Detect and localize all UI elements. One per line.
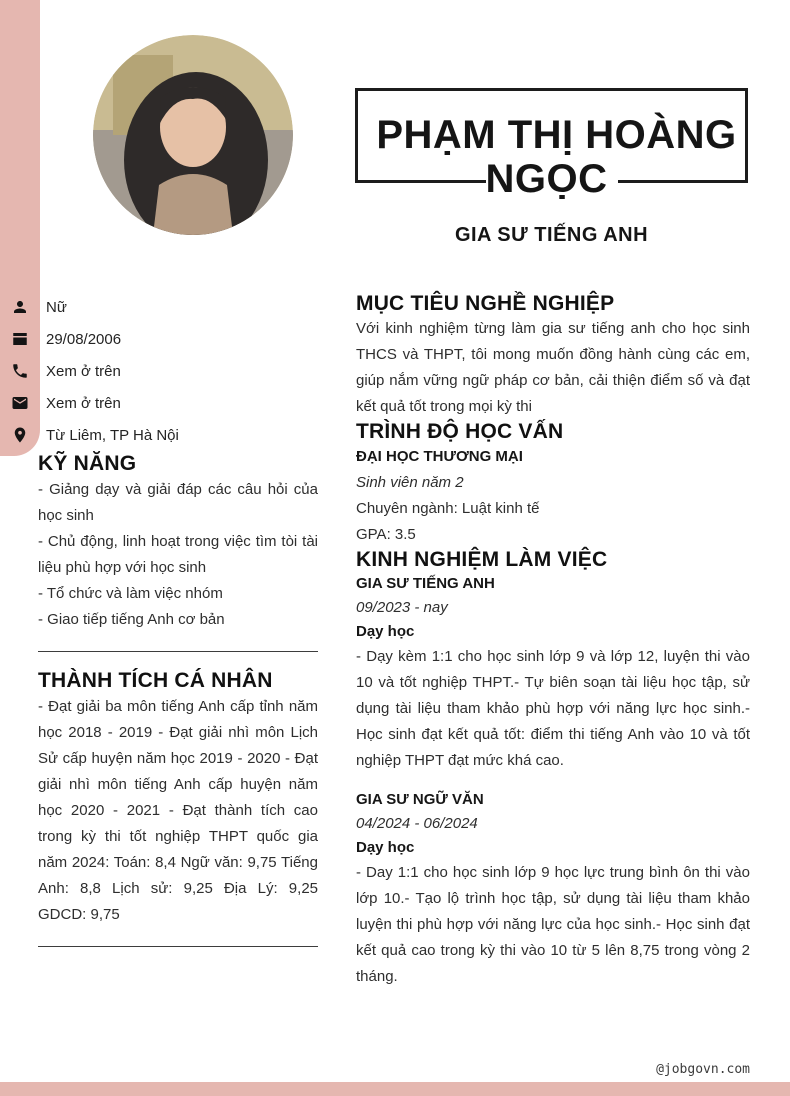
contact-row-gender — [38, 291, 318, 323]
watermark-credit: @jobgovn.com — [656, 1062, 750, 1077]
job-description: - Day 1:1 cho học sinh lớp 9 học lực trung bình ôn thi vào lớp 10.- Tạo lộ trình học tập, sử dụng tài liệu tham khảo luyện thi phù hợp với năng lực của học sinh.- Học sinh đạt kết quả cao trong kỳ thi vào 10 từ 5 lên 8,75 trong vòng 2 tháng. — [356, 864, 750, 985]
contact-list — [38, 291, 318, 451]
job-position: Dạy học — [356, 623, 415, 640]
section-divider — [38, 651, 318, 652]
email-icon — [11, 394, 29, 412]
person-icon — [11, 298, 29, 316]
skills-list — [38, 477, 318, 633]
experience-entry — [356, 788, 750, 990]
skill-item: - Giao tiếp tiếng Anh cơ bản — [38, 611, 225, 628]
experience-entry — [356, 572, 750, 774]
calendar-icon — [11, 330, 29, 348]
objective-section-title: MỤC TIÊU NGHỀ NGHIỆP — [356, 292, 615, 315]
education-gpa: GPA: 3.5 — [356, 526, 416, 543]
profile-photo-placeholder — [93, 35, 293, 235]
page-title: PHẠM THỊ HOÀNG NGỌC — [358, 91, 745, 201]
left-column — [38, 291, 318, 963]
education-entry — [356, 444, 750, 548]
objective-text: Với kinh nghiệm từng làm gia sư tiếng anh cho học sinh THCS và THPT, tôi mong muốn đồng hành cùng các em, giúp nắm vững ngữ pháp cơ bản, cải thiện điểm số và đạt kết quả tốt trong mọi kỳ thi — [356, 320, 750, 415]
education-school: ĐẠI HỌC THƯƠNG MẠI — [356, 448, 523, 465]
experience-section-title: KINH NGHIỆM LÀM VIỆC — [356, 548, 608, 571]
job-title: GIA SƯ TIẾNG ANH — [454, 224, 649, 246]
job-period: 04/2024 - 06/2024 — [356, 815, 478, 832]
job-role: GIA SƯ NGỮ VĂN — [356, 791, 484, 808]
job-description: - Dạy kèm 1:1 cho học sinh lớp 9 và lớp 12, luyện thi vào 10 và tốt nghiệp THPT.- Tự biên soạn tài liệu học tập, sử dụng tài liệu tham khảo phù hợp với năng lực học sinh.- Học sinh đạt kết quả tốt: điểm thi tiếng Anh vào 10 và tốt nghiệp THPT đạt mức khá cao. — [356, 648, 750, 769]
job-position: Dạy học — [356, 839, 415, 856]
left-accent-strip — [0, 0, 40, 456]
skill-item: - Giảng dạy và giải đáp các câu hỏi của học sinh — [38, 481, 318, 524]
contact-row-birthdate — [38, 323, 318, 355]
gender-value: Nữ — [46, 298, 67, 316]
phone-value: Xem ở trên — [46, 362, 121, 380]
skill-item: - Tổ chức và làm việc nhóm — [38, 585, 223, 602]
contact-row-email — [38, 387, 318, 419]
skills-section-title: KỸ NĂNG — [38, 452, 137, 475]
skill-item: - Chủ động, linh hoạt trong việc tìm tòi tài liệu phù hợp với học sinh — [38, 533, 318, 576]
job-period: 09/2023 - nay — [356, 599, 448, 616]
achievements-text: - Đạt giải ba môn tiếng Anh cấp tỉnh năm học 2018 - 2019 - Đạt giải nhì môn Lịch Sử cấp huyện năm học 2019 - 2020 - Đạt giải nhì môn tiếng Anh cấp huyện năm học 2020 - 2021 - Đạt thành tích cao trong kỳ thi tốt nghiệp THPT quốc gia năm 2024: Toán: 8,4 Ngữ văn: 9,75 Tiếng Anh: 8,8 Lịch sử: 9,25 Địa Lý: 9,25 GDCD: 9,75 — [38, 698, 318, 923]
education-major: Chuyên ngành: Luật kinh tế — [356, 500, 540, 517]
profile-photo — [93, 35, 293, 235]
section-divider — [38, 946, 318, 947]
birthdate-value: 29/08/2006 — [46, 330, 122, 348]
email-value: Xem ở trên — [46, 394, 121, 412]
bottom-accent-bar — [0, 1082, 790, 1096]
right-column — [356, 292, 750, 990]
location-icon — [11, 426, 29, 444]
phone-icon — [11, 362, 29, 380]
name-title-box — [355, 88, 748, 201]
contact-row-address — [38, 419, 318, 451]
achievements-section-title: THÀNH TÍCH CÁ NHÂN — [38, 669, 273, 692]
education-status: Sinh viên năm 2 — [356, 474, 464, 491]
job-role: GIA SƯ TIẾNG ANH — [356, 575, 495, 592]
contact-row-phone — [38, 355, 318, 387]
address-value: Từ Liêm, TP Hà Nội — [46, 426, 179, 444]
education-section-title: TRÌNH ĐỘ HỌC VẤN — [356, 420, 564, 443]
